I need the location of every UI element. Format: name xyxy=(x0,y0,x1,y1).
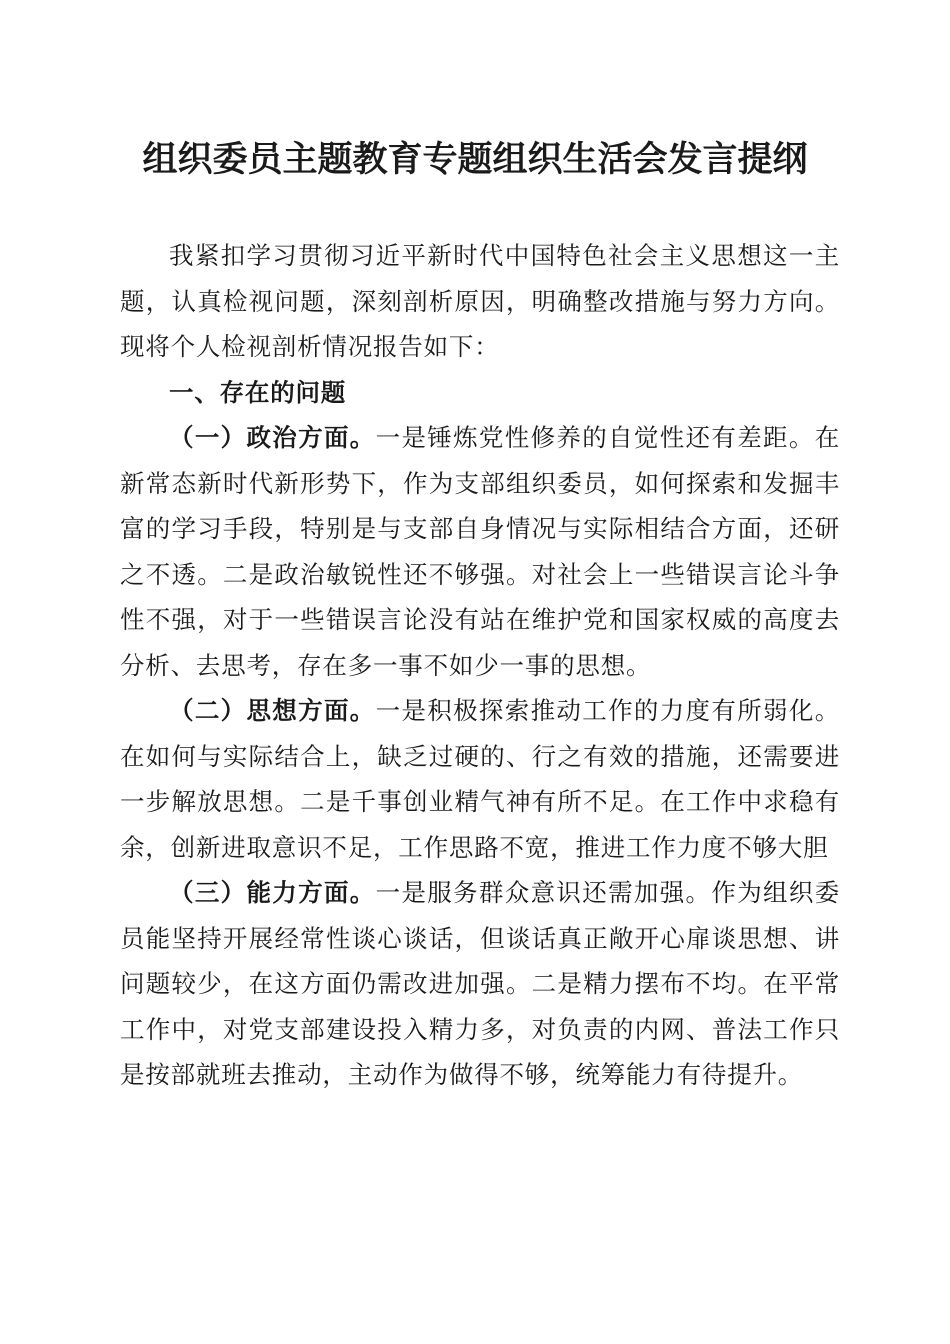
item-text: 一是服务群众意识还需加强。作为组织委员能坚持开展经常性谈心谈话，但谈话真正敞开心扉谈思想、讲问题较少，在这方面仍需改进加强。二是精力摆布不均。在平常工作中，对党支部建设投入精力多，对负责的内网、普法工作只是按部就班去推动，主动作为做得不够，统筹能力有待提升。 xyxy=(120,878,840,1089)
item-text: 一是锤炼党性修养的自觉性还有差距。在新常态新时代新形势下，作为支部组织委员，如何探索和发掘丰富的学习手段，特别是与支部自身情况与实际相结合方面，还研之不透。二是政治敏锐性还不够强。对社会上一些错误言论斗争性不强，对于一些错误言论没有站在维护党和国家权威的高度去分析、去思考，存在多一事不如少一事的思想。 xyxy=(120,423,840,680)
item-lead: （三）能力方面。 xyxy=(169,878,376,907)
intro-paragraph: 我紧扣学习贯彻习近平新时代中国特色社会主义思想这一主题，认真检视问题，深刻剖析原因，明确整改措施与努力方向。现将个人检视剖析情况报告如下： xyxy=(120,241,840,361)
item-paragraph-ability xyxy=(120,870,840,1098)
item-lead: （一）政治方面。 xyxy=(169,423,376,452)
document-title: 组织委员主题教育专题组织生活会发言提纲 xyxy=(142,140,808,180)
item-lead: （二）思想方面。 xyxy=(169,696,376,725)
section-heading: 一、存在的问题 xyxy=(169,377,347,407)
item-text: 一是积极探索推动工作的力度有所弱化。在如何与实际结合上，缺乏过硬的、行之有效的措施，还需要进一步解放思想。二是千事创业精气神有所不足。在工作中求稳有余，创新进取意识不足，工作思路不宽，推进工作力度不够大胆 xyxy=(120,696,840,862)
document-body xyxy=(120,233,840,1098)
item-paragraph-thought xyxy=(120,688,840,870)
item-paragraph-political xyxy=(120,415,840,688)
